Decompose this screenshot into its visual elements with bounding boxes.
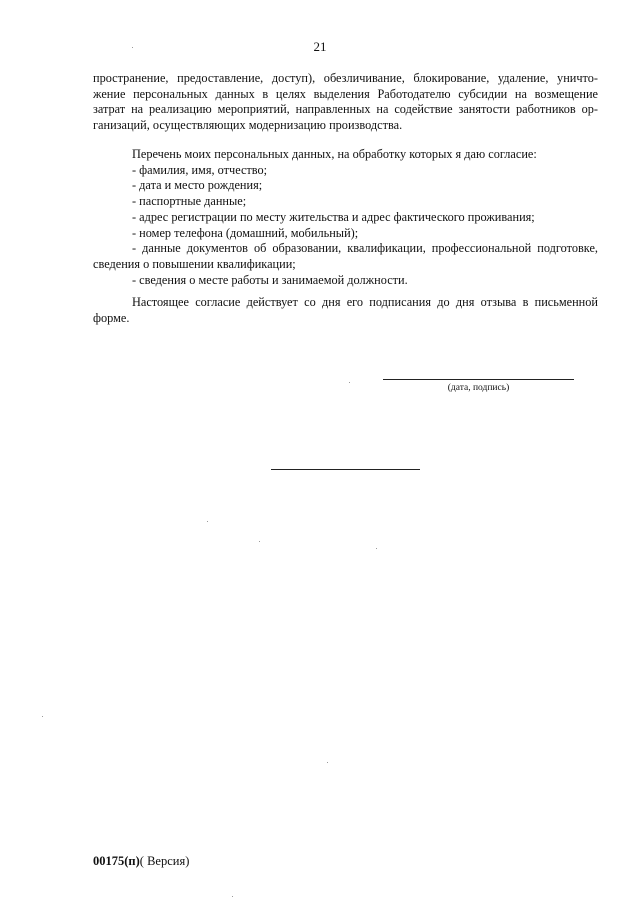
document-footer <box>93 854 189 869</box>
list-item-passport: - паспортные данные; <box>132 194 247 209</box>
list-item-full-name: - фамилия, имя, отчество; <box>132 162 268 177</box>
scan-speck <box>232 896 233 897</box>
intro-line-2: жение персональных данных в целях выделения Работодателю субсидии на возмещение <box>93 86 598 101</box>
intro-line-4: ганизаций, осуществляющих модернизацию производства. <box>93 118 403 133</box>
scan-speck <box>376 548 377 549</box>
scan-speck <box>349 382 350 383</box>
scan-speck <box>42 716 43 717</box>
list-item-birth: - дата и место рождения; <box>132 178 263 193</box>
intro-line-3: затрат на реализацию мероприятий, направленных на содействие занятости работников ор- <box>93 102 598 117</box>
footer-version: ( Версия) <box>139 854 190 868</box>
personal-data-list <box>93 147 598 288</box>
validity-paragraph <box>93 295 598 326</box>
page-number: 21 <box>313 39 327 54</box>
signature-line <box>383 379 574 380</box>
scan-speck <box>259 541 260 542</box>
signature-caption: (дата, подпись) <box>447 383 510 393</box>
validity-line-1: Настоящее согласие действует со дня его подписания до дня отзыва в письменной <box>132 295 598 309</box>
validity-line-2: форме. <box>93 310 130 325</box>
scan-speck <box>207 521 208 522</box>
list-item-education-continued: сведения о повышении квалификации; <box>93 256 296 271</box>
list-item-phone: - номер телефона (домашний, мобильный); <box>132 225 359 240</box>
scan-speck <box>327 762 328 763</box>
footer-code: 00175(п) <box>93 854 140 868</box>
scan-speck <box>132 47 133 48</box>
end-divider <box>271 469 420 470</box>
intro-paragraph <box>93 71 598 134</box>
list-intro: Перечень моих персональных данных, на обработку которых я даю согласие: <box>132 147 537 161</box>
intro-line-1: пространение, предоставление, доступ), обезличивание, блокирование, удаление, уничто- <box>93 71 598 85</box>
list-item-workplace: - сведения о месте работы и занимаемой должности. <box>132 272 408 287</box>
list-item-address: - адрес регистрации по месту жительства и адрес фактического проживания; <box>132 209 535 224</box>
list-item-education: - данные документов об образовании, квалификации, профессиональной подготовке, <box>132 241 598 256</box>
